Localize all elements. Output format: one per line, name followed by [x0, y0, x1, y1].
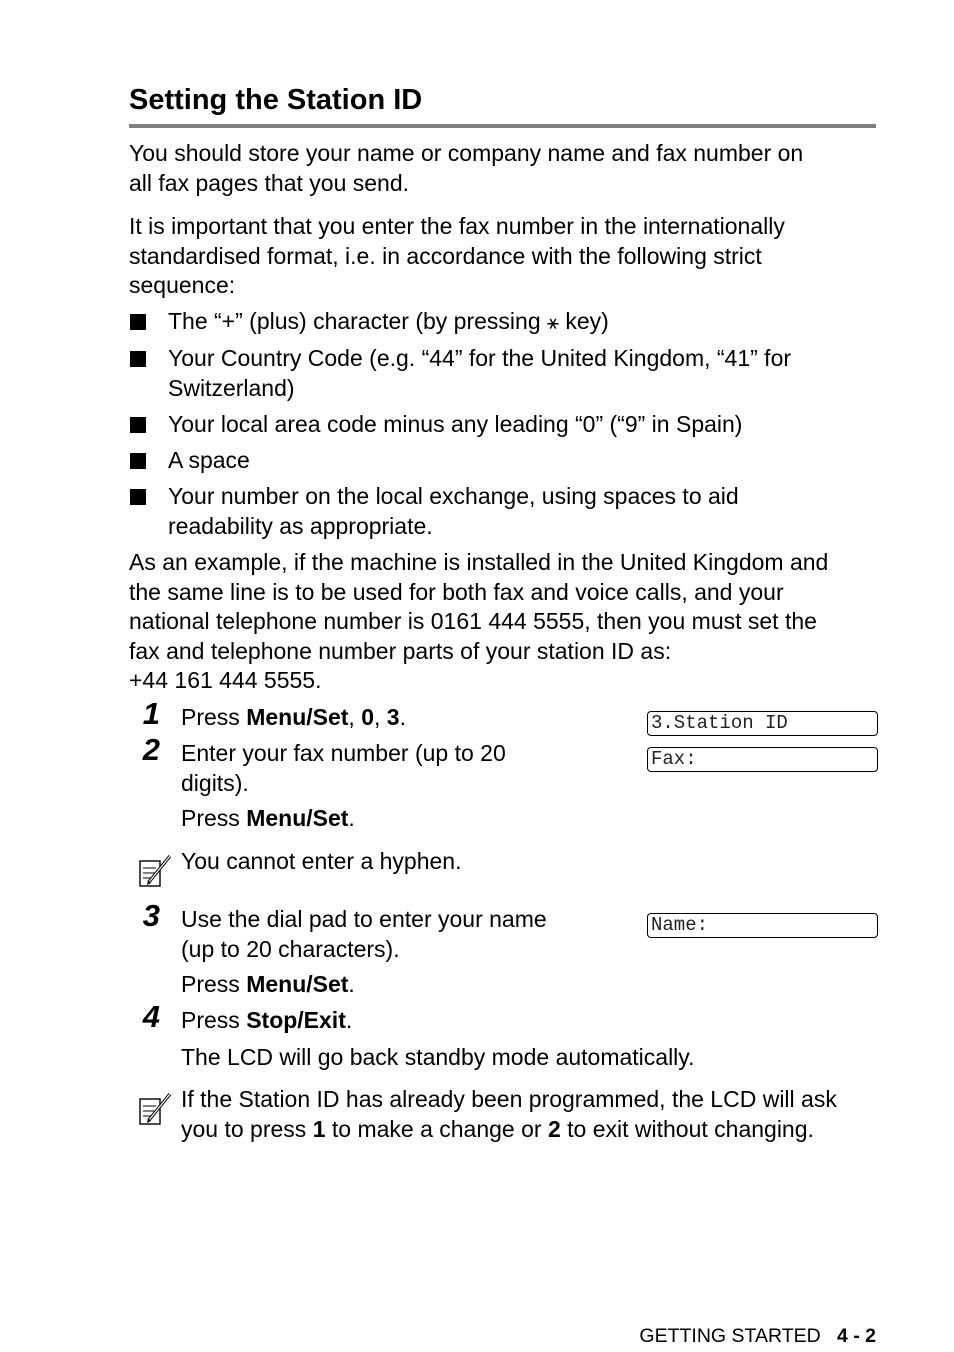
bullet-area-code: Your local area code minus any leading “0” (“9” in Spain) — [168, 411, 743, 437]
step-number-2: 2 — [142, 732, 160, 767]
lcd-name: Name: — [647, 913, 878, 938]
step-3-text: Use the dial pad to enter your name (up to 20 characters). — [181, 906, 547, 962]
intro-paragraph-2 — [129, 212, 889, 301]
bullet-space: A space — [168, 447, 250, 473]
note-pencil-icon — [137, 1090, 175, 1128]
step-number-1: 1 — [142, 696, 160, 731]
intro-line: standardised format, i.e. in accordance with the following strict — [129, 242, 762, 269]
note-already-programmed: If the Station ID has already been programmed, the LCD will ask you to press 1 to make a change or 2 to exit without changing. — [181, 1086, 837, 1142]
step-2-text: Enter your fax number (up to 20 digits). — [181, 740, 506, 796]
step-4-follow: The LCD will go back standby mode automatically. — [181, 1044, 695, 1070]
bullet-square — [130, 453, 146, 469]
step-1-text: Press Menu/Set, 0, 3. — [181, 704, 406, 730]
step-3-press: Press Menu/Set. — [181, 971, 355, 997]
step-number-4: 4 — [142, 999, 160, 1034]
star-key-icon: ⚹ — [547, 312, 559, 334]
step-number-3: 3 — [142, 898, 160, 933]
bullet-square — [130, 417, 146, 433]
page-title: Setting the Station ID — [129, 84, 423, 116]
step-2-press: Press Menu/Set. — [181, 805, 355, 831]
intro-line: It is important that you enter the fax number in the internationally — [129, 213, 785, 239]
bullet-square — [130, 314, 146, 330]
footer-page-number: 4 - 2 — [836, 1325, 876, 1347]
note-pencil-icon — [137, 852, 175, 890]
intro-line: sequence: — [129, 272, 236, 298]
bullet-square — [130, 489, 146, 505]
bullet-plus-character: The “+” (plus) character (by pressing ⚹ key) — [168, 308, 609, 334]
page-footer — [629, 1300, 876, 1348]
lcd-fax: Fax: — [647, 747, 878, 772]
bullet-country-code: Your Country Code (e.g. “44” for the United Kingdom, “41” for Switzerland) — [168, 345, 792, 401]
intro-line: You should store your name or company name and fax number on — [129, 140, 804, 166]
note-hyphen: You cannot enter a hyphen. — [181, 848, 462, 874]
footer-section: GETTING STARTED — [639, 1325, 821, 1347]
step-4-text: Press Stop/Exit. — [181, 1007, 353, 1033]
lcd-station-id: 3.Station ID — [647, 711, 878, 736]
example-paragraph: As an example, if the machine is installed in the United Kingdom and the same line is to be used for both fax and voice calls, and your national telephone number is 0161 444 5555, then you must set the fax and telephone number parts of your station ID as: +44 161 444 5555. — [129, 549, 829, 693]
title-rule — [129, 124, 876, 128]
intro-line: all fax pages that you send. — [129, 169, 410, 196]
bullet-local-number: Your number on the local exchange, using spaces to aid readability as appropriate. — [168, 483, 739, 539]
bullet-square — [130, 351, 146, 367]
intro-paragraph-1 — [129, 139, 889, 198]
